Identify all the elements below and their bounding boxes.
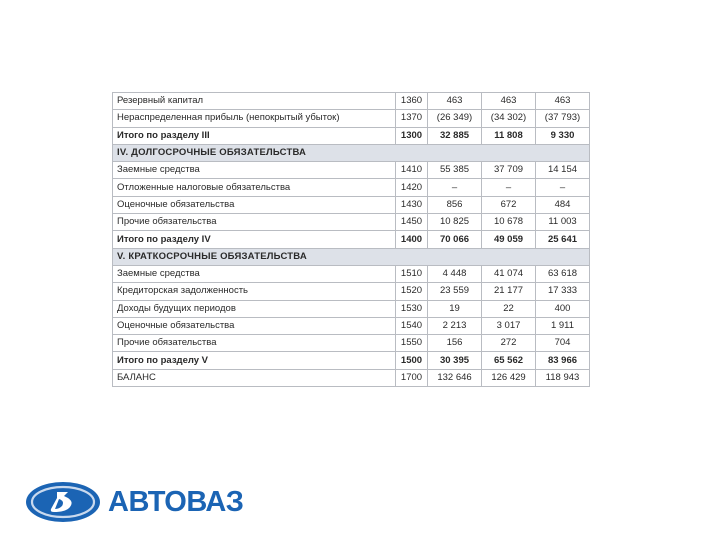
row-code: 1410 bbox=[396, 162, 428, 179]
value-cell: 32 885 bbox=[428, 127, 482, 144]
row-label: Прочие обязательства bbox=[113, 335, 396, 352]
value-cell: 463 bbox=[428, 93, 482, 110]
value-cell: 1 911 bbox=[536, 317, 590, 334]
table-row bbox=[113, 110, 590, 127]
value-cell: 49 059 bbox=[482, 231, 536, 248]
value-cell: 672 bbox=[482, 196, 536, 213]
row-label: БАЛАНС bbox=[113, 369, 396, 386]
balance-sheet-table bbox=[112, 92, 590, 387]
row-code: 1450 bbox=[396, 214, 428, 231]
section-title: V. КРАТКОСРОЧНЫЕ ОБЯЗАТЕЛЬСТВА bbox=[113, 248, 590, 265]
row-code: 1700 bbox=[396, 369, 428, 386]
table-row bbox=[113, 335, 590, 352]
value-cell: 11 003 bbox=[536, 214, 590, 231]
value-cell: 65 562 bbox=[482, 352, 536, 369]
value-cell: 463 bbox=[482, 93, 536, 110]
value-cell: 126 429 bbox=[482, 369, 536, 386]
row-code: 1360 bbox=[396, 93, 428, 110]
value-cell: 70 066 bbox=[428, 231, 482, 248]
value-cell: 41 074 bbox=[482, 265, 536, 282]
value-cell: 704 bbox=[536, 335, 590, 352]
value-cell: (26 349) bbox=[428, 110, 482, 127]
row-label: Кредиторская задолженность bbox=[113, 283, 396, 300]
row-label: Нераспределенная прибыль (непокрытый убыток) bbox=[113, 110, 396, 127]
value-cell: 23 559 bbox=[428, 283, 482, 300]
row-code: 1300 bbox=[396, 127, 428, 144]
table-row bbox=[113, 196, 590, 213]
row-label: Итого по разделу V bbox=[113, 352, 396, 369]
value-cell: 118 943 bbox=[536, 369, 590, 386]
value-cell: 21 177 bbox=[482, 283, 536, 300]
section-header-row bbox=[113, 144, 590, 161]
table-row bbox=[113, 369, 590, 386]
row-code: 1500 bbox=[396, 352, 428, 369]
table-row bbox=[113, 214, 590, 231]
table-row bbox=[113, 352, 590, 369]
row-label: Резервный капитал bbox=[113, 93, 396, 110]
value-cell: 55 385 bbox=[428, 162, 482, 179]
row-label: Итого по разделу III bbox=[113, 127, 396, 144]
row-label: Заемные средства bbox=[113, 162, 396, 179]
value-cell: – bbox=[428, 179, 482, 196]
value-cell: – bbox=[536, 179, 590, 196]
table-row bbox=[113, 179, 590, 196]
table-row bbox=[113, 127, 590, 144]
value-cell: 856 bbox=[428, 196, 482, 213]
row-code: 1370 bbox=[396, 110, 428, 127]
section-title: IV. ДОЛГОСРОЧНЫЕ ОБЯЗАТЕЛЬСТВА bbox=[113, 144, 590, 161]
table-row bbox=[113, 231, 590, 248]
table-row bbox=[113, 300, 590, 317]
row-code: 1420 bbox=[396, 179, 428, 196]
value-cell: 14 154 bbox=[536, 162, 590, 179]
row-code: 1540 bbox=[396, 317, 428, 334]
value-cell: 83 966 bbox=[536, 352, 590, 369]
value-cell: 2 213 bbox=[428, 317, 482, 334]
value-cell: 3 017 bbox=[482, 317, 536, 334]
value-cell: (37 793) bbox=[536, 110, 590, 127]
row-code: 1520 bbox=[396, 283, 428, 300]
value-cell: 156 bbox=[428, 335, 482, 352]
value-cell: 463 bbox=[536, 93, 590, 110]
row-code: 1530 bbox=[396, 300, 428, 317]
value-cell: 11 808 bbox=[482, 127, 536, 144]
section-header-row bbox=[113, 248, 590, 265]
value-cell: 37 709 bbox=[482, 162, 536, 179]
value-cell: 484 bbox=[536, 196, 590, 213]
value-cell: 272 bbox=[482, 335, 536, 352]
value-cell: – bbox=[482, 179, 536, 196]
value-cell: 25 641 bbox=[536, 231, 590, 248]
value-cell: 22 bbox=[482, 300, 536, 317]
value-cell: 10 825 bbox=[428, 214, 482, 231]
row-label: Прочие обязательства bbox=[113, 214, 396, 231]
avtovaz-logo bbox=[24, 480, 243, 524]
row-label: Доходы будущих периодов bbox=[113, 300, 396, 317]
table-row bbox=[113, 162, 590, 179]
value-cell: 63 618 bbox=[536, 265, 590, 282]
value-cell: 19 bbox=[428, 300, 482, 317]
value-cell: 10 678 bbox=[482, 214, 536, 231]
row-label: Оценочные обязательства bbox=[113, 196, 396, 213]
value-cell: 132 646 bbox=[428, 369, 482, 386]
value-cell: 30 395 bbox=[428, 352, 482, 369]
row-label: Заемные средства bbox=[113, 265, 396, 282]
row-code: 1510 bbox=[396, 265, 428, 282]
brand-name: АВТОВАЗ bbox=[108, 485, 244, 518]
table-row bbox=[113, 93, 590, 110]
value-cell: 400 bbox=[536, 300, 590, 317]
value-cell: 4 448 bbox=[428, 265, 482, 282]
value-cell: 17 333 bbox=[536, 283, 590, 300]
row-code: 1430 bbox=[396, 196, 428, 213]
row-code: 1550 bbox=[396, 335, 428, 352]
value-cell: (34 302) bbox=[482, 110, 536, 127]
table-row bbox=[113, 317, 590, 334]
lada-boat-emblem-icon bbox=[24, 480, 102, 524]
balance-sheet-body bbox=[113, 93, 590, 387]
row-label: Отложенные налоговые обязательства bbox=[113, 179, 396, 196]
value-cell: 9 330 bbox=[536, 127, 590, 144]
row-code: 1400 bbox=[396, 231, 428, 248]
row-label: Оценочные обязательства bbox=[113, 317, 396, 334]
row-label: Итого по разделу IV bbox=[113, 231, 396, 248]
table-row bbox=[113, 283, 590, 300]
table-row bbox=[113, 265, 590, 282]
